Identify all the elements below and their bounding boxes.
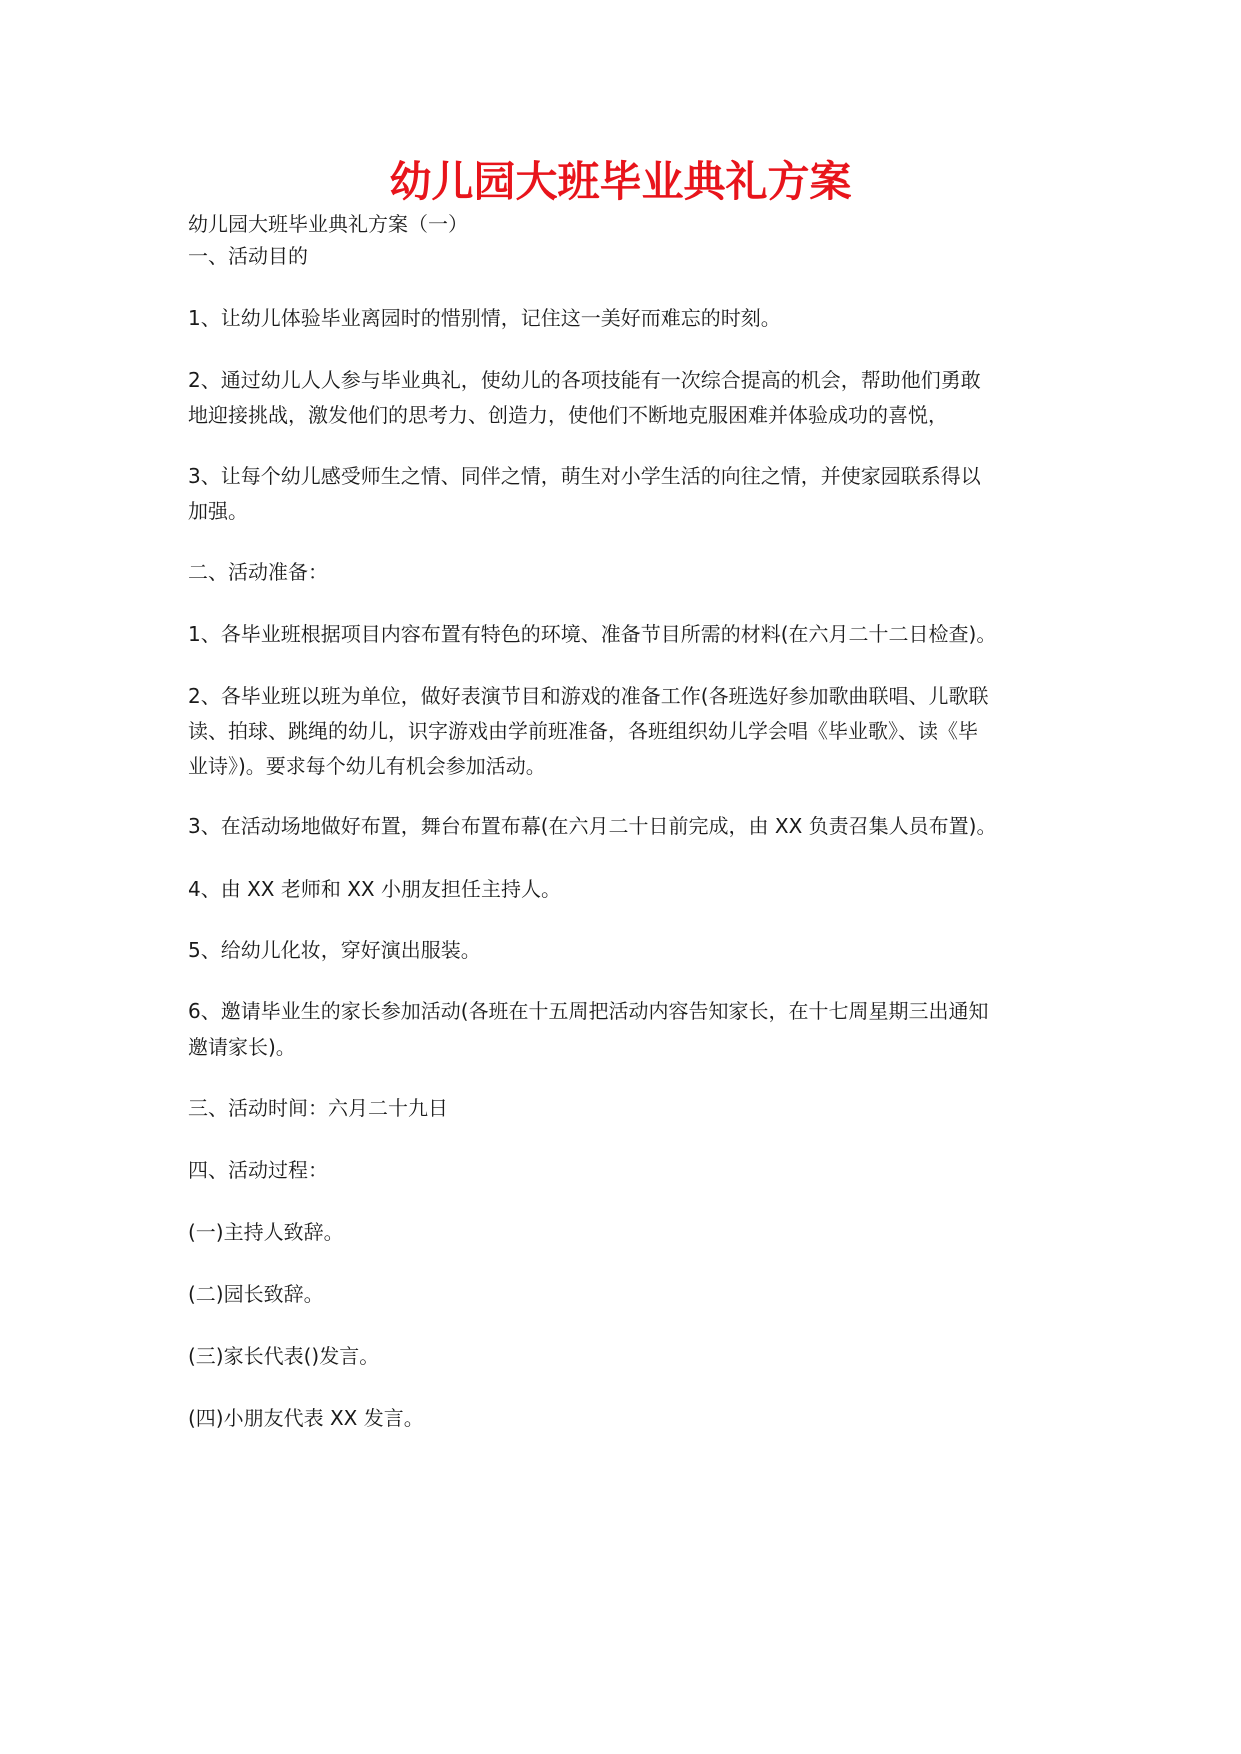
section-heading-process: 四、活动过程：	[188, 1158, 328, 1182]
process-step-4: (四)小朋友代表 XX 发言。	[188, 1406, 424, 1430]
prep-item-4: 4、由 XX 老师和 XX 小朋友担任主持人。	[188, 877, 561, 901]
section-activity-time: 三、活动时间：六月二十九日	[188, 1096, 448, 1120]
prep-item-2-line-3: 业诗》)。要求每个幼儿有机会参加活动。	[188, 754, 546, 778]
prep-item-2-line-1: 2、各毕业班以班为单位，做好表演节目和游戏的准备工作(各班选好参加歌曲联唱、儿歌联	[188, 684, 989, 708]
prep-item-6-line-1: 6、邀请毕业生的家长参加活动(各班在十五周把活动内容告知家长，在十七周星期三出通知	[188, 999, 989, 1023]
prep-item-2-line-2: 读、拍球、跳绳的幼儿，识字游戏由学前班准备，各班组织幼儿学会唱《毕业歌》、读《毕	[188, 719, 978, 743]
purpose-item-2-line-1: 2、通过幼儿人人参与毕业典礼，使幼儿的各项技能有一次综合提高的机会，帮助他们勇敢	[188, 368, 981, 392]
purpose-item-3-line-1: 3、让每个幼儿感受师生之情、同伴之情，萌生对小学生活的向往之情，并使家园联系得以	[188, 464, 981, 488]
purpose-item-1: 1、让幼儿体验毕业离园时的惜别情，记住这一美好而难忘的时刻。	[188, 306, 781, 330]
process-step-2: (二)园长致辞。	[188, 1282, 324, 1306]
prep-item-5: 5、给幼儿化妆，穿好演出服装。	[188, 938, 481, 962]
process-step-1: (一)主持人致辞。	[188, 1220, 344, 1244]
section-heading-preparation: 二、活动准备：	[188, 560, 328, 584]
prep-item-1: 1、各毕业班根据项目内容布置有特色的环境、准备节目所需的材料(在六月二十二日检查)。	[188, 622, 997, 646]
document-title: 幼儿园大班毕业典礼方案	[389, 157, 852, 206]
process-step-3: (三)家长代表()发言。	[188, 1344, 380, 1368]
prep-item-6-line-2: 邀请家长)。	[188, 1035, 296, 1059]
prep-item-3: 3、在活动场地做好布置，舞台布置布幕(在六月二十日前完成，由 XX 负责召集人员布置)。	[188, 814, 997, 838]
purpose-item-2-line-2: 地迎接挑战，激发他们的思考力、创造力，使他们不断地克服困难并体验成功的喜悦，	[188, 403, 948, 427]
purpose-item-3-line-2: 加强。	[188, 499, 248, 523]
document-subtitle: 幼儿园大班毕业典礼方案（一）	[188, 212, 468, 236]
section-heading-purpose: 一、活动目的	[188, 244, 308, 268]
